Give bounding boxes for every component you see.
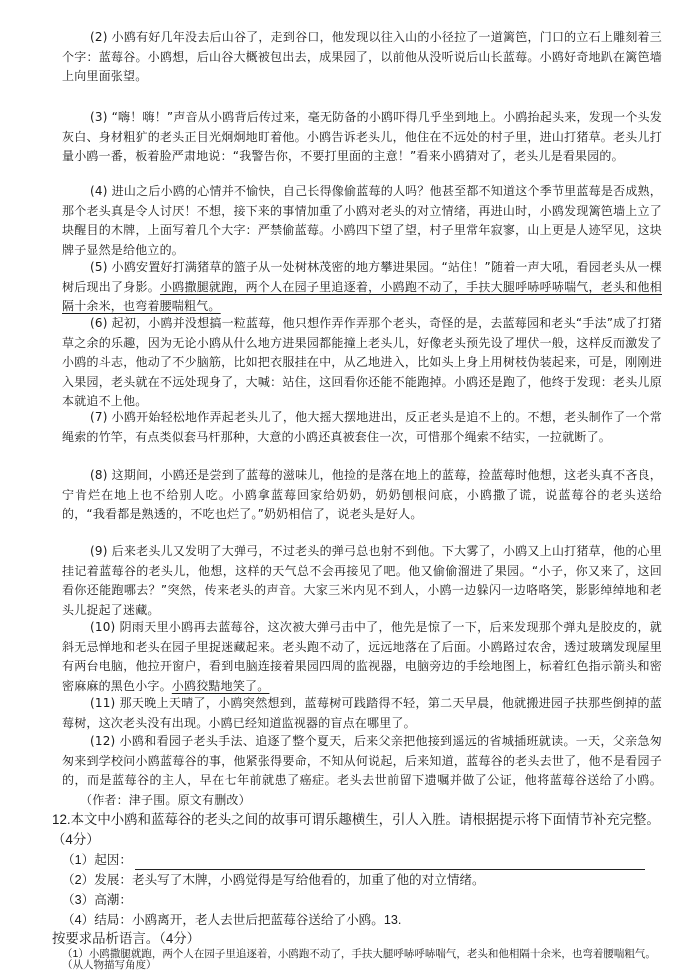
story-paragraph-5: [62, 258, 662, 317]
question-12-item-4: [62, 910, 662, 930]
paragraph-text: (7) 小鸥开始轻松地作弄起老头儿了，他大摇大摆地进出，反正老头是追不上的。不想，老头制作了一个常绳索的竹竿，有点类似套马杆那种，大意的小鸥还真被套住一次，可惜那个绳索不结实，一拉就断了。: [62, 410, 662, 444]
paragraph-text: (6) 起初，小鸥并没想搞一粒蓝莓，他只想作弄作弄那个老头，奇怪的是，去蓝莓园和老头“手法”成了打猪草之余的乐趣，因为无论小鸥从什么地方进果园都能撞上老头儿，好像老头预先设了埋伏一般，这样反而激发了小鸥的斗志，他动了不少脑筋，比如把衣服挂在中，从乙地进入，比如头上身上用树枝伪装起来，可是，刚刚进入果园，老头就在不远处现身了，大喊：站住，这回看你还能不能跑掉。小鸥还是跑了，他终于发现：老头儿原本就追不上他。: [62, 316, 662, 409]
question-12-item-3: [62, 890, 662, 910]
underlined-sentence: 小鸥撒腿就跑，两个人在园子里追逐着，小鸥跑不动了，手扶大腿呼哧呼哧喘气，老头和他相隔十余米，也弯着腰喘粗气。: [62, 279, 662, 314]
story-paragraph-9: [62, 542, 662, 620]
item-text: （2）发展：老头写了木牌，小鸥觉得是写给他看的，加重了他的对立情绪。: [62, 873, 485, 887]
item-label: （3）高潮：: [62, 893, 132, 907]
answer-blank[interactable]: [135, 855, 645, 870]
story-paragraph-4: [62, 182, 662, 260]
item-text: （4）结局：小鸥离开，老人去世后把蓝莓谷送给了小鸥。13.: [62, 913, 402, 927]
question-12-item-2: [62, 870, 662, 890]
story-paragraph-12: [62, 732, 662, 810]
question-13-text: 按要求品析语言。（4分）: [52, 931, 201, 946]
paragraph-text: (2) 小鸥有好几年没去后山谷了，走到谷口，他发现以往入山的小径拉了一道篱笆，门口的立石上雕刻着三个字：蓝莓谷。小鸥想，后山谷大概被包出去，成果园了，以前他从没听说后山长蓝莓。小鸥好奇地趴在篱笆墙上向里面张望。: [62, 30, 662, 84]
story-paragraph-8: [62, 466, 662, 525]
paragraph-text: (3) “嗨！嗨！”声音从小鸥背后传过来，毫无防备的小鸥吓得几乎坐到地上。小鸥抬起头来，发现一个头发灰白、身材粗犷的老头正目光炯炯地盯着他。小鸥告诉老头儿，他住在不远处的村子里，进山打猪草。老头儿打量小鸥一番，板着脸严肃地说：“我警告你，不要打里面的主意！”看来小鸥猜对了，老头儿是看果园的。: [62, 110, 662, 164]
story-paragraph-11: [62, 694, 662, 733]
story-paragraph-3: [62, 108, 662, 167]
question-12-stem: [52, 810, 672, 850]
underlined-sentence: 小鸥狡黠地笑了。: [171, 678, 270, 693]
source-attribution: （作者：津子围。原文有删改）: [80, 792, 251, 807]
question-12-text: 12.本文中小鸥和蓝莓谷的老头之间的故事可谓乐趣横生，引人入胜。请根据提示将下面情节补充完整。（4分）: [52, 812, 660, 847]
question-13-item-1: [62, 949, 662, 971]
story-paragraph-2: [62, 28, 662, 87]
paragraph-text: (11) 那天晚上天晴了，小鸥突然想到，蓝莓树可践踏得不轻，第二天早晨，他就搬进园子扶那些倒掉的蓝莓树，这次老头没有出现。小鸥已经知道监视器的盲点在哪里了。: [62, 696, 662, 730]
paragraph-text: (4) 进山之后小鸥的心情并不愉快，自己长得像偷蓝莓的人吗？他甚至都不知道这个季节里蓝莓是否成熟，那个老头真是令人讨厌！不想，接下来的事情加重了小鸥对老头的对立情绪，再进山时，小鸥发现篱笆墙上立了块醒目的木牌，上面写着几个大字：严禁偷蓝莓。小鸥四下望了望，村子里常年寂寥，山上更是人迹罕见，这块牌子显然是给他立的。: [62, 184, 662, 257]
item-text: （1）小鸥撒腿就跑，两个人在园子里追逐着，小鸥跑不动了，手扶大腿呼哧呼哧喘气，老头和他相隔十余米，也弯着腰喘粗气。（从人物描写角度）: [62, 948, 656, 971]
question-12-item-1: [62, 850, 662, 870]
paragraph-text: (10) 阴雨天里小鸥再去蓝莓谷，这次被大弹弓击中了，他先是惊了一下，后来发现那个弹丸是胶皮的，就斜无忌惮地和老头在园子里捉迷藏起来。老头跑不动了，远远地落在了后面。小鸥路过农舍，透过玻璃发现屋里有两台电脑，他拉开窗户，看到电脑连接着果园四周的监视器，电脑旁边的手绘地图上，标着红色指示箭头和密密麻麻的黑色小字。: [62, 620, 662, 693]
story-paragraph-7: [62, 408, 662, 447]
paragraph-text: (12) 小鸥和看园子老头手法、追逐了整个夏天，后来父亲把他接到遥远的省城插班就读。一天，父亲急匆匆来到学校问小鸥蓝莓谷的事，他紧张得要命，不知从何说起，后来知道，蓝莓谷的老头去世了，他不是看园子的，而是蓝莓谷的主人，早在七年前就患了癌症。老头去世前留下遗嘱并做了公证，他将蓝莓谷送给了小鸥。: [62, 734, 662, 788]
paragraph-text: (8) 这期间，小鸥还是尝到了蓝莓的滋味儿，他捡的是落在地上的蓝莓，捡蓝莓时他想，这老头真不吝良，宁肯烂在地上也不给别人吃。小鸥拿蓝莓回家给奶奶，奶奶刨根问底，小鸥撒了谎，说蓝莓谷的老头送给的，“我看都是熟透的，不吃也烂了。”奶奶相信了，说老头是好人。: [62, 468, 662, 522]
story-paragraph-6: [62, 314, 662, 412]
paragraph-text: (5) 小鸥安置好打满猪草的篮子从一处树林茂密的地方攀进果园。“站住！”随着一声大吼，看园老头从一棵树后现出了身影。: [62, 260, 662, 294]
item-label: （1）起因：: [62, 853, 132, 867]
paragraph-text: (9) 后来老头儿又发明了大弹弓，不过老头的弹弓总也射不到他。下大雾了，小鸥又上山打猪草，他的心里挂记着蓝莓谷的老头儿，他想，这样的天气总不会再接见了吧。他又偷偷溜进了果园。“小子，你又来了，这回看你还能跑哪去？”突然，传来老头的声音。大家三米内见不到人，小鸥一边躲闪一边咯咯笑，影影绰绰地和老头儿捉起了迷藏。: [62, 544, 662, 617]
story-paragraph-10: [62, 618, 662, 696]
question-13-stem: [52, 929, 672, 949]
